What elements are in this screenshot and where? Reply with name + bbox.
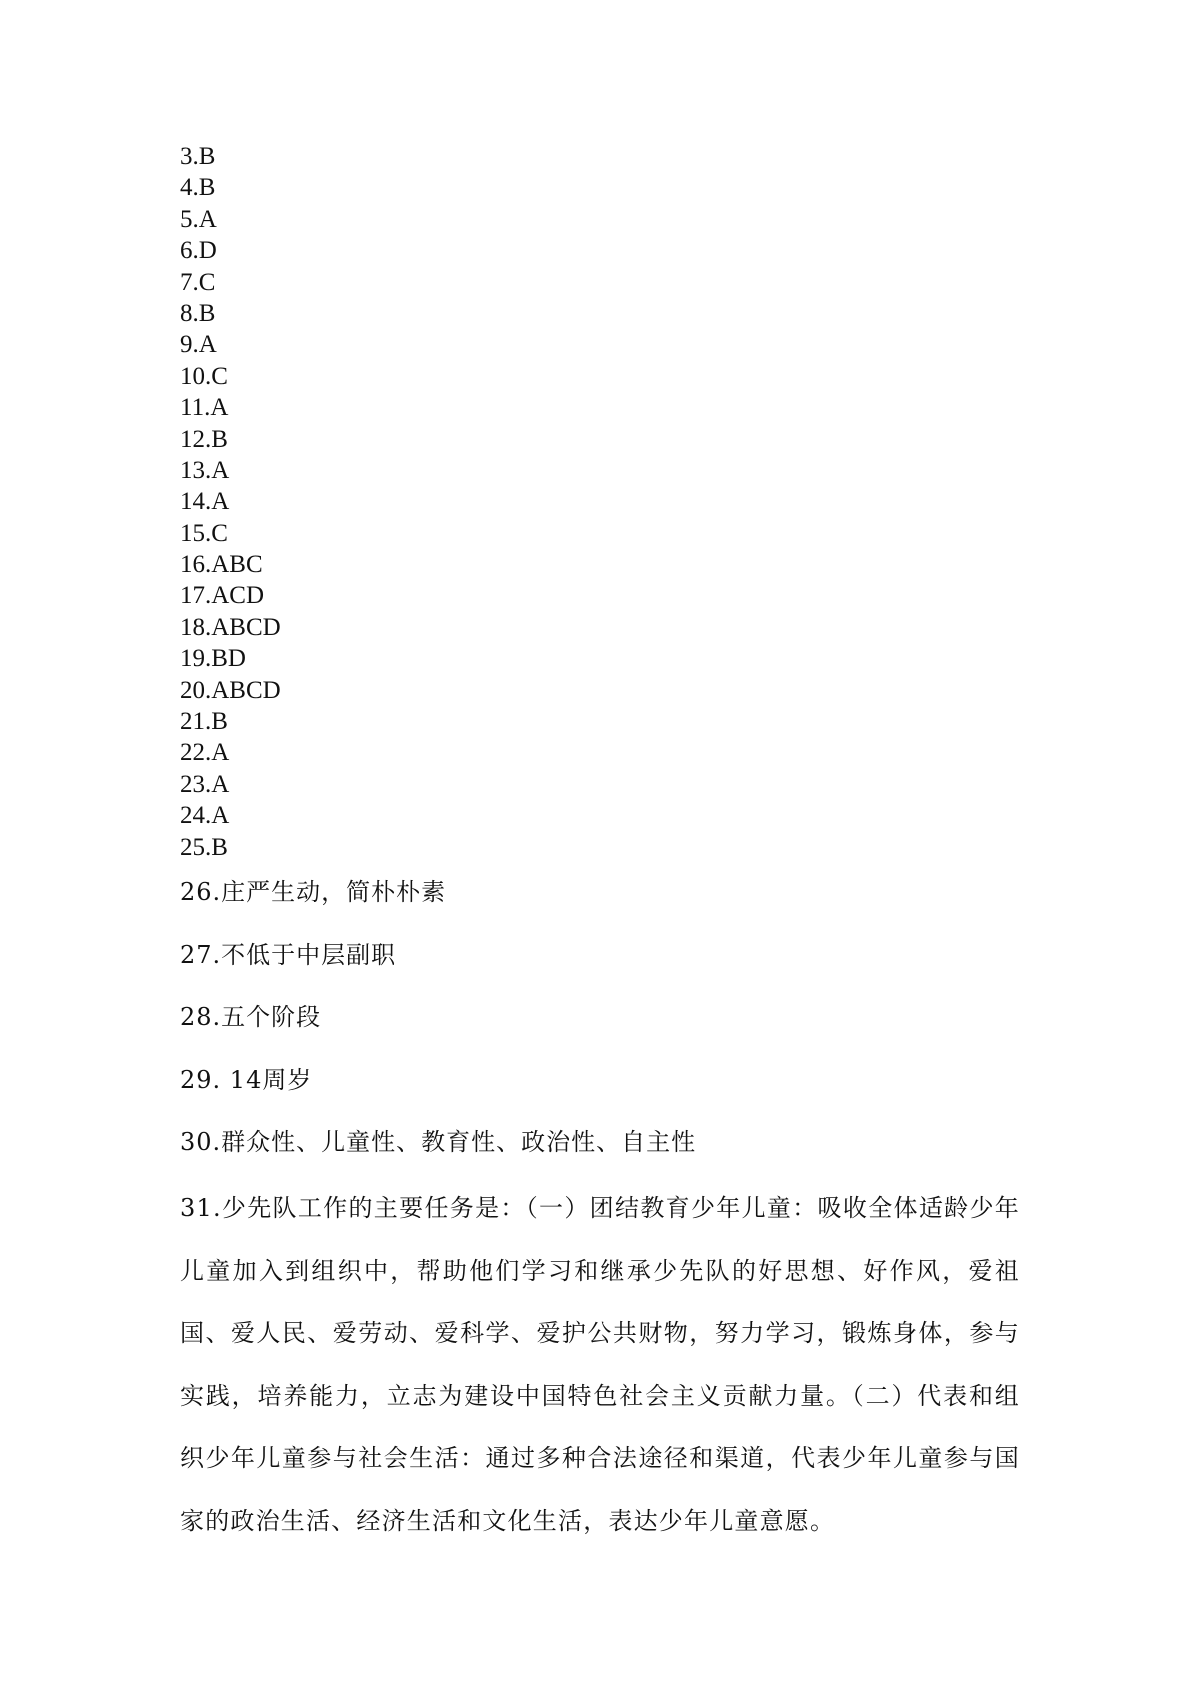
answer-item: 7.C <box>180 268 216 296</box>
answer-item: 14.A <box>180 488 230 516</box>
answer-item: 8.B <box>180 299 216 327</box>
answer-item: 5.A <box>180 205 217 233</box>
fill-answer-item: 26.庄严生动，简朴朴素 <box>180 878 447 906</box>
fill-answer-item: 30.群众性、儿童性、教育性、政治性、自主性 <box>180 1128 697 1156</box>
answer-item: 24.A <box>180 802 230 830</box>
answer-item: 9.A <box>180 331 217 359</box>
answer-item: 22.A <box>180 739 230 767</box>
answer-item: 21.B <box>180 708 228 736</box>
answer-item: 4.B <box>180 174 216 202</box>
essay-answer: 31.少先队工作的主要任务是：（一）团结教育少年儿童：吸收全体适龄少年儿童加入到组织中，帮助他们学习和继承少先队的好思想、好作风，爱祖国、爱人民、爱劳动、爱科学、爱护公共财物，努力学习，锻炼身体，参与实践，培养能力，立志为建设中国特色社会主义贡献力量。（二）代表和组织少年儿童参与社会生活：通过多种合法途径和渠道，代表少年儿童参与国家的政治生活、经济生活和文化生活，表达少年儿童意愿。 <box>180 1194 1020 1535</box>
fill-answer-list <box>180 872 696 1185</box>
fill-answer-item: 27.不低于中层副职 <box>180 940 397 969</box>
answer-item: 3.B <box>180 143 216 170</box>
answer-item: 20.ABCD <box>180 676 281 704</box>
answer-item: 17.ACD <box>180 582 265 610</box>
answer-item: 16.ABC <box>180 551 263 579</box>
answer-item: 11.A <box>180 394 229 422</box>
answer-item: 19.BD <box>180 645 246 673</box>
answer-item: 25.B <box>180 833 228 861</box>
answer-item: 6.D <box>180 237 217 265</box>
answer-item: 23.A <box>180 770 230 798</box>
fill-answer-item: 28.五个阶段 <box>180 1003 322 1031</box>
answer-item: 12.B <box>180 425 228 453</box>
answer-item: 18.ABCD <box>180 613 281 641</box>
fill-answer-item: 29. 14周岁 <box>180 1065 313 1094</box>
answer-item: 15.C <box>180 519 228 547</box>
answer-item: 10.C <box>180 362 228 390</box>
short-answer-list <box>180 141 281 863</box>
answer-item: 13.A <box>180 456 230 484</box>
